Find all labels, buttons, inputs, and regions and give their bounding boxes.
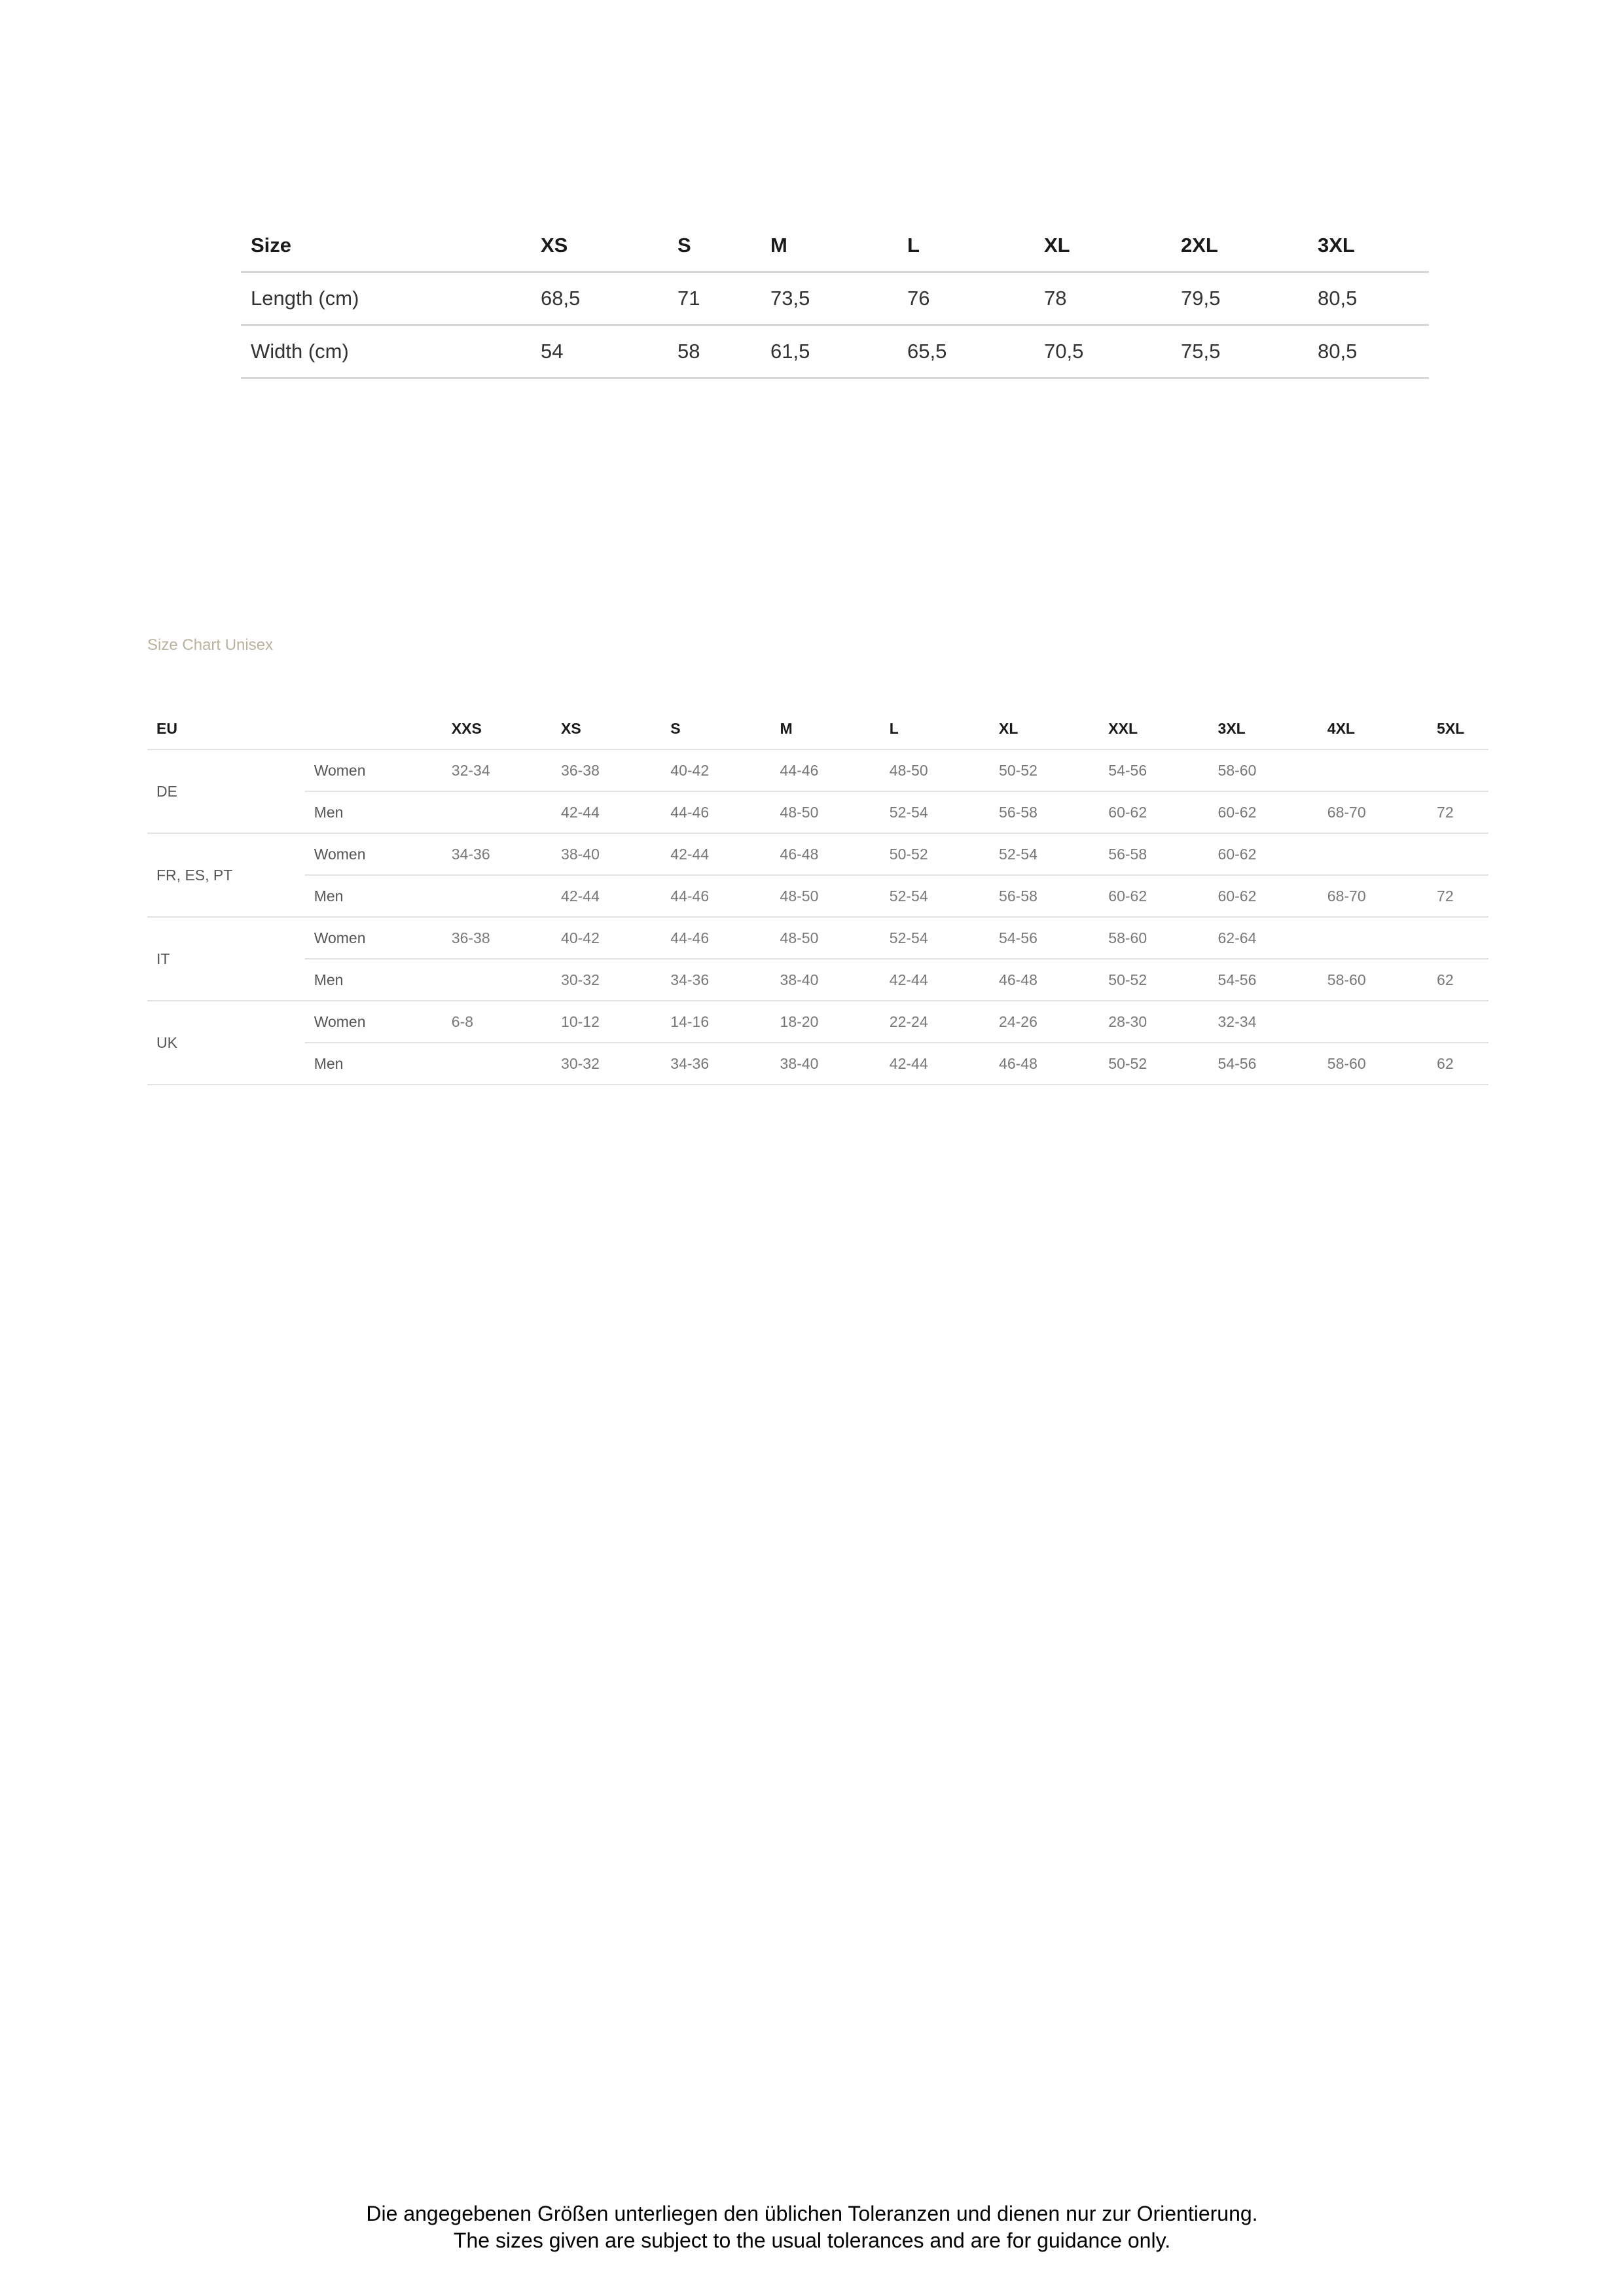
header-cell: 2XL xyxy=(1181,234,1218,257)
region-label: DE xyxy=(147,749,305,833)
gender-label: Women xyxy=(314,1013,366,1030)
table-row xyxy=(147,875,1489,917)
table-cell: 22-24 xyxy=(889,1013,928,1030)
table-cell: 50-52 xyxy=(1108,971,1147,988)
table-cell: 44-46 xyxy=(670,803,710,821)
table-row xyxy=(147,833,1489,875)
table-cell: 34-36 xyxy=(451,845,490,863)
table-cell xyxy=(1428,1001,1489,1043)
table-cell xyxy=(1318,833,1428,875)
table-cell: 44-46 xyxy=(670,887,710,905)
table-cell: 42-44 xyxy=(561,803,600,821)
header-cell: Size xyxy=(251,234,292,257)
table-cell: 28-30 xyxy=(1108,1013,1147,1030)
table-cell: 65,5 xyxy=(907,340,947,363)
table-cell: 36-38 xyxy=(561,761,600,779)
table-cell: 46-48 xyxy=(999,1054,1038,1072)
table-cell xyxy=(442,959,552,1001)
table-cell: 54-56 xyxy=(1108,761,1147,779)
table-cell xyxy=(1428,833,1489,875)
row-label: Length (cm) xyxy=(251,287,359,310)
table-cell xyxy=(442,1043,552,1085)
table-cell: 48-50 xyxy=(889,761,928,779)
header-cell: 5XL xyxy=(1437,719,1465,737)
table-cell: 76 xyxy=(907,287,930,310)
table-cell: 56-58 xyxy=(1108,845,1147,863)
table-row xyxy=(147,749,1489,791)
table-cell: 58-60 xyxy=(1108,929,1147,946)
header-cell: XS xyxy=(541,234,568,257)
table-cell xyxy=(1428,917,1489,959)
table-cell xyxy=(1428,749,1489,791)
table-cell: 71 xyxy=(677,287,700,310)
table-cell xyxy=(1318,1001,1428,1043)
table-row xyxy=(147,1043,1489,1085)
gender-label: Women xyxy=(314,929,366,946)
header-cell: XS xyxy=(561,719,581,737)
table-cell: 56-58 xyxy=(999,887,1038,905)
table-cell: 61,5 xyxy=(770,340,810,363)
table-cell: 80,5 xyxy=(1318,287,1358,310)
table-cell: 50-52 xyxy=(999,761,1038,779)
table-cell: 54-56 xyxy=(1218,971,1257,988)
table-cell xyxy=(1318,917,1428,959)
table-cell: 60-62 xyxy=(1218,845,1257,863)
header-cell: S xyxy=(670,719,681,737)
size-chart-header-row xyxy=(147,708,1489,749)
table-cell xyxy=(1318,749,1428,791)
table-cell: 48-50 xyxy=(780,929,819,946)
table-cell: 42-44 xyxy=(561,887,600,905)
header-cell: 3XL xyxy=(1218,719,1246,737)
table-cell: 52-54 xyxy=(889,803,928,821)
table-cell: 54 xyxy=(541,340,564,363)
table-row xyxy=(241,272,1429,325)
measurement-table xyxy=(241,220,1429,379)
table-cell: 50-52 xyxy=(889,845,928,863)
table-cell: 54-56 xyxy=(999,929,1038,946)
footer-note xyxy=(0,2200,1624,2254)
table-cell: 73,5 xyxy=(770,287,810,310)
table-cell: 10-12 xyxy=(561,1013,600,1030)
table-cell: 46-48 xyxy=(999,971,1038,988)
region-label: UK xyxy=(147,1001,305,1085)
table-row xyxy=(241,325,1429,378)
gender-label: Women xyxy=(314,845,366,863)
table-cell: 62 xyxy=(1437,1054,1454,1072)
header-cell: XXS xyxy=(451,719,482,737)
table-cell: 60-62 xyxy=(1218,887,1257,905)
table-cell: 34-36 xyxy=(670,1054,710,1072)
header-cell: 4XL xyxy=(1327,719,1355,737)
table-cell: 72 xyxy=(1437,803,1454,821)
header-cell: XL xyxy=(1044,234,1070,257)
table-cell: 48-50 xyxy=(780,887,819,905)
table-cell: 56-58 xyxy=(999,803,1038,821)
header-cell: L xyxy=(889,719,899,737)
table-cell: 72 xyxy=(1437,887,1454,905)
table-cell: 62-64 xyxy=(1218,929,1257,946)
region-label: IT xyxy=(147,917,305,1001)
table-row xyxy=(147,1001,1489,1043)
gender-label: Men xyxy=(314,971,344,988)
table-cell: 52-54 xyxy=(889,929,928,946)
table-cell: 40-42 xyxy=(561,929,600,946)
table-cell: 42-44 xyxy=(889,971,928,988)
table-cell: 46-48 xyxy=(780,845,819,863)
header-cell: M xyxy=(770,234,787,257)
gender-label: Men xyxy=(314,1054,344,1072)
table-cell: 60-62 xyxy=(1108,803,1147,821)
header-cell xyxy=(305,708,442,749)
table-cell: 14-16 xyxy=(670,1013,710,1030)
table-cell: 44-46 xyxy=(780,761,819,779)
table-cell: 40-42 xyxy=(670,761,710,779)
gender-label: Women xyxy=(314,761,366,779)
row-label: Width (cm) xyxy=(251,340,349,363)
table-cell: 38-40 xyxy=(780,1054,819,1072)
gender-label: Men xyxy=(314,887,344,905)
table-cell: 38-40 xyxy=(780,971,819,988)
region-label: FR, ES, PT xyxy=(147,833,305,917)
table-cell: 30-32 xyxy=(561,971,600,988)
table-cell: 24-26 xyxy=(999,1013,1038,1030)
table-cell: 34-36 xyxy=(670,971,710,988)
table-cell: 6-8 xyxy=(451,1013,474,1030)
table-cell: 38-40 xyxy=(561,845,600,863)
table-cell: 42-44 xyxy=(670,845,710,863)
table-cell: 58 xyxy=(677,340,700,363)
footer-line-english: The sizes given are subject to the usual tolerances and are for guidance only. xyxy=(453,2229,1171,2252)
header-cell: L xyxy=(907,234,920,257)
header-cell: XL xyxy=(999,719,1019,737)
header-cell: EU xyxy=(156,719,177,737)
table-cell xyxy=(442,791,552,833)
table-cell: 68-70 xyxy=(1327,887,1366,905)
table-cell: 30-32 xyxy=(561,1054,600,1072)
table-cell: 62 xyxy=(1437,971,1454,988)
table-cell: 75,5 xyxy=(1181,340,1221,363)
table-cell: 60-62 xyxy=(1218,803,1257,821)
table-cell: 58-60 xyxy=(1327,1054,1366,1072)
table-cell xyxy=(442,875,552,917)
table-cell: 32-34 xyxy=(451,761,490,779)
table-cell: 52-54 xyxy=(999,845,1038,863)
table-cell: 60-62 xyxy=(1108,887,1147,905)
measurement-header-row xyxy=(241,220,1429,272)
table-cell: 68-70 xyxy=(1327,803,1366,821)
table-cell: 36-38 xyxy=(451,929,490,946)
table-cell: 58-60 xyxy=(1218,761,1257,779)
footer-line-german: Die angegebenen Größen unterliegen den üblichen Toleranzen und dienen nur zur Orientierung. xyxy=(366,2202,1258,2225)
header-cell: XXL xyxy=(1108,719,1138,737)
header-cell: M xyxy=(780,719,793,737)
table-cell: 50-52 xyxy=(1108,1054,1147,1072)
table-row xyxy=(147,791,1489,833)
table-cell: 79,5 xyxy=(1181,287,1221,310)
table-cell: 44-46 xyxy=(670,929,710,946)
table-cell: 42-44 xyxy=(889,1054,928,1072)
table-cell: 32-34 xyxy=(1218,1013,1257,1030)
header-cell: S xyxy=(677,234,691,257)
table-cell: 70,5 xyxy=(1044,340,1084,363)
gender-label: Men xyxy=(314,803,344,821)
size-chart-title: Size Chart Unisex xyxy=(147,636,274,654)
size-chart-table xyxy=(147,708,1489,1085)
header-cell: 3XL xyxy=(1318,234,1355,257)
table-row xyxy=(147,917,1489,959)
table-cell: 18-20 xyxy=(780,1013,819,1030)
table-row xyxy=(147,959,1489,1001)
table-cell: 52-54 xyxy=(889,887,928,905)
table-cell: 48-50 xyxy=(780,803,819,821)
table-cell: 80,5 xyxy=(1318,340,1358,363)
table-cell: 58-60 xyxy=(1327,971,1366,988)
table-cell: 78 xyxy=(1044,287,1067,310)
table-cell: 68,5 xyxy=(541,287,581,310)
table-cell: 54-56 xyxy=(1218,1054,1257,1072)
